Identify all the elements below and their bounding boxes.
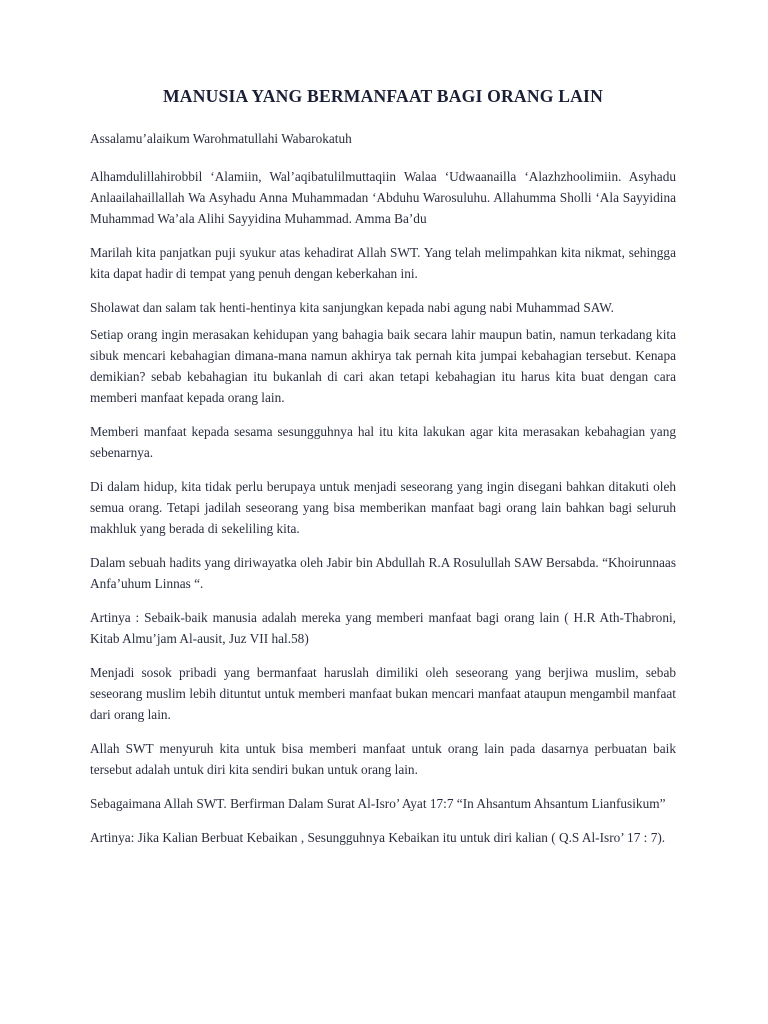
document-title: MANUSIA YANG BERMANFAAT BAGI ORANG LAIN	[162, 86, 604, 106]
opening-paragraph: Alhamdulillahirobbil ‘Alamiin, Wal’aqibatulilmuttaqiin Walaa ‘Udwaanailla ‘Alazhzhoolimiin. Asyhadu Anlaailahaillallah Wa Asyhadu Anna Muhammadan ‘Abduhu Warosuluhu. Allahumma Sholli ‘Ala Sayyidina Muhammad Wa’ala Alihi Sayyidina Muhammad. Amma Ba’du	[90, 169, 676, 226]
gratitude-paragraph: Marilah kita panjatkan puji syukur atas kehadirat Allah SWT. Yang telah melimpahkan kita nikmat, sehingga kita dapat hadir di tempat yang penuh dengan keberkahan ini.	[90, 245, 676, 281]
happiness-paragraph: Setiap orang ingin merasakan kehidupan yang bahagia baik secara lahir maupun batin, namun terkadang kita sibuk mencari kebahagian dimana-mana namun akhirya tak pernah kita jumpai kebahagian tersebut. Kenapa demikian? sebab kebahagian itu bukanlah di cari akan tetapi kebahagian itu harus kita buat dengan cara memberi manfaat kepada orang lain.	[90, 327, 676, 405]
verse-meaning-paragraph: Artinya: Jika Kalian Berbuat Kebaikan , Sesungguhnya Kebaikan itu untuk diri kalian ( Q.S Al-Isro’ 17 : 7).	[90, 830, 666, 845]
verse-paragraph: Sebagaimana Allah SWT. Berfirman Dalam Surat Al-Isro’ Ayat 17:7 “In Ahsantum Ahsantum Lianfusikum”	[90, 796, 666, 811]
hadith-paragraph: Dalam sebuah hadits yang diriwayatka oleh Jabir bin Abdullah R.A Rosulullah SAW Bersabda. “Khoirunnaas Anfa’uhum Linnas “.	[90, 555, 676, 591]
greeting-paragraph: Assalamu’alaikum Warohmatullahi Wabarokatuh	[90, 131, 352, 146]
life-paragraph: Di dalam hidup, kita tidak perlu berupaya untuk menjadi seseorang yang ingin disegani bahkan ditakuti oleh semua orang. Tetapi jadilah seseorang yang bisa memberikan manfaat bagi orang lain bahkan bagi seluruh makhluk yang berada di sekeliling kita.	[90, 479, 676, 536]
benefit-paragraph: Memberi manfaat kepada sesama sesungguhnya hal itu kita lakukan agar kita merasakan kebahagian yang sebenarnya.	[90, 424, 676, 460]
hadith-meaning-paragraph: Artinya : Sebaik-baik manusia adalah mereka yang memberi manfaat bagi orang lain ( H.R Ath-Thabroni, Kitab Almu’jam Al-ausit, Juz VII hal.58)	[90, 610, 676, 646]
muslim-paragraph: Menjadi sosok pribadi yang bermanfaat haruslah dimiliki oleh seseorang yang berjiwa muslim, sebab seseorang muslim lebih dituntut untuk memberi manfaat bukan mencari manfaat ataupun mengambil manfaat dari orang lain.	[90, 665, 676, 722]
sholawat-paragraph: Sholawat dan salam tak henti-hentinya kita sanjungkan kepada nabi agung nabi Muhammad SAW.	[90, 300, 614, 315]
command-paragraph: Allah SWT menyuruh kita untuk bisa memberi manfaat untuk orang lain pada dasarnya perbuatan baik tersebut adalah untuk diri kita sendiri bukan untuk orang lain.	[90, 741, 676, 777]
